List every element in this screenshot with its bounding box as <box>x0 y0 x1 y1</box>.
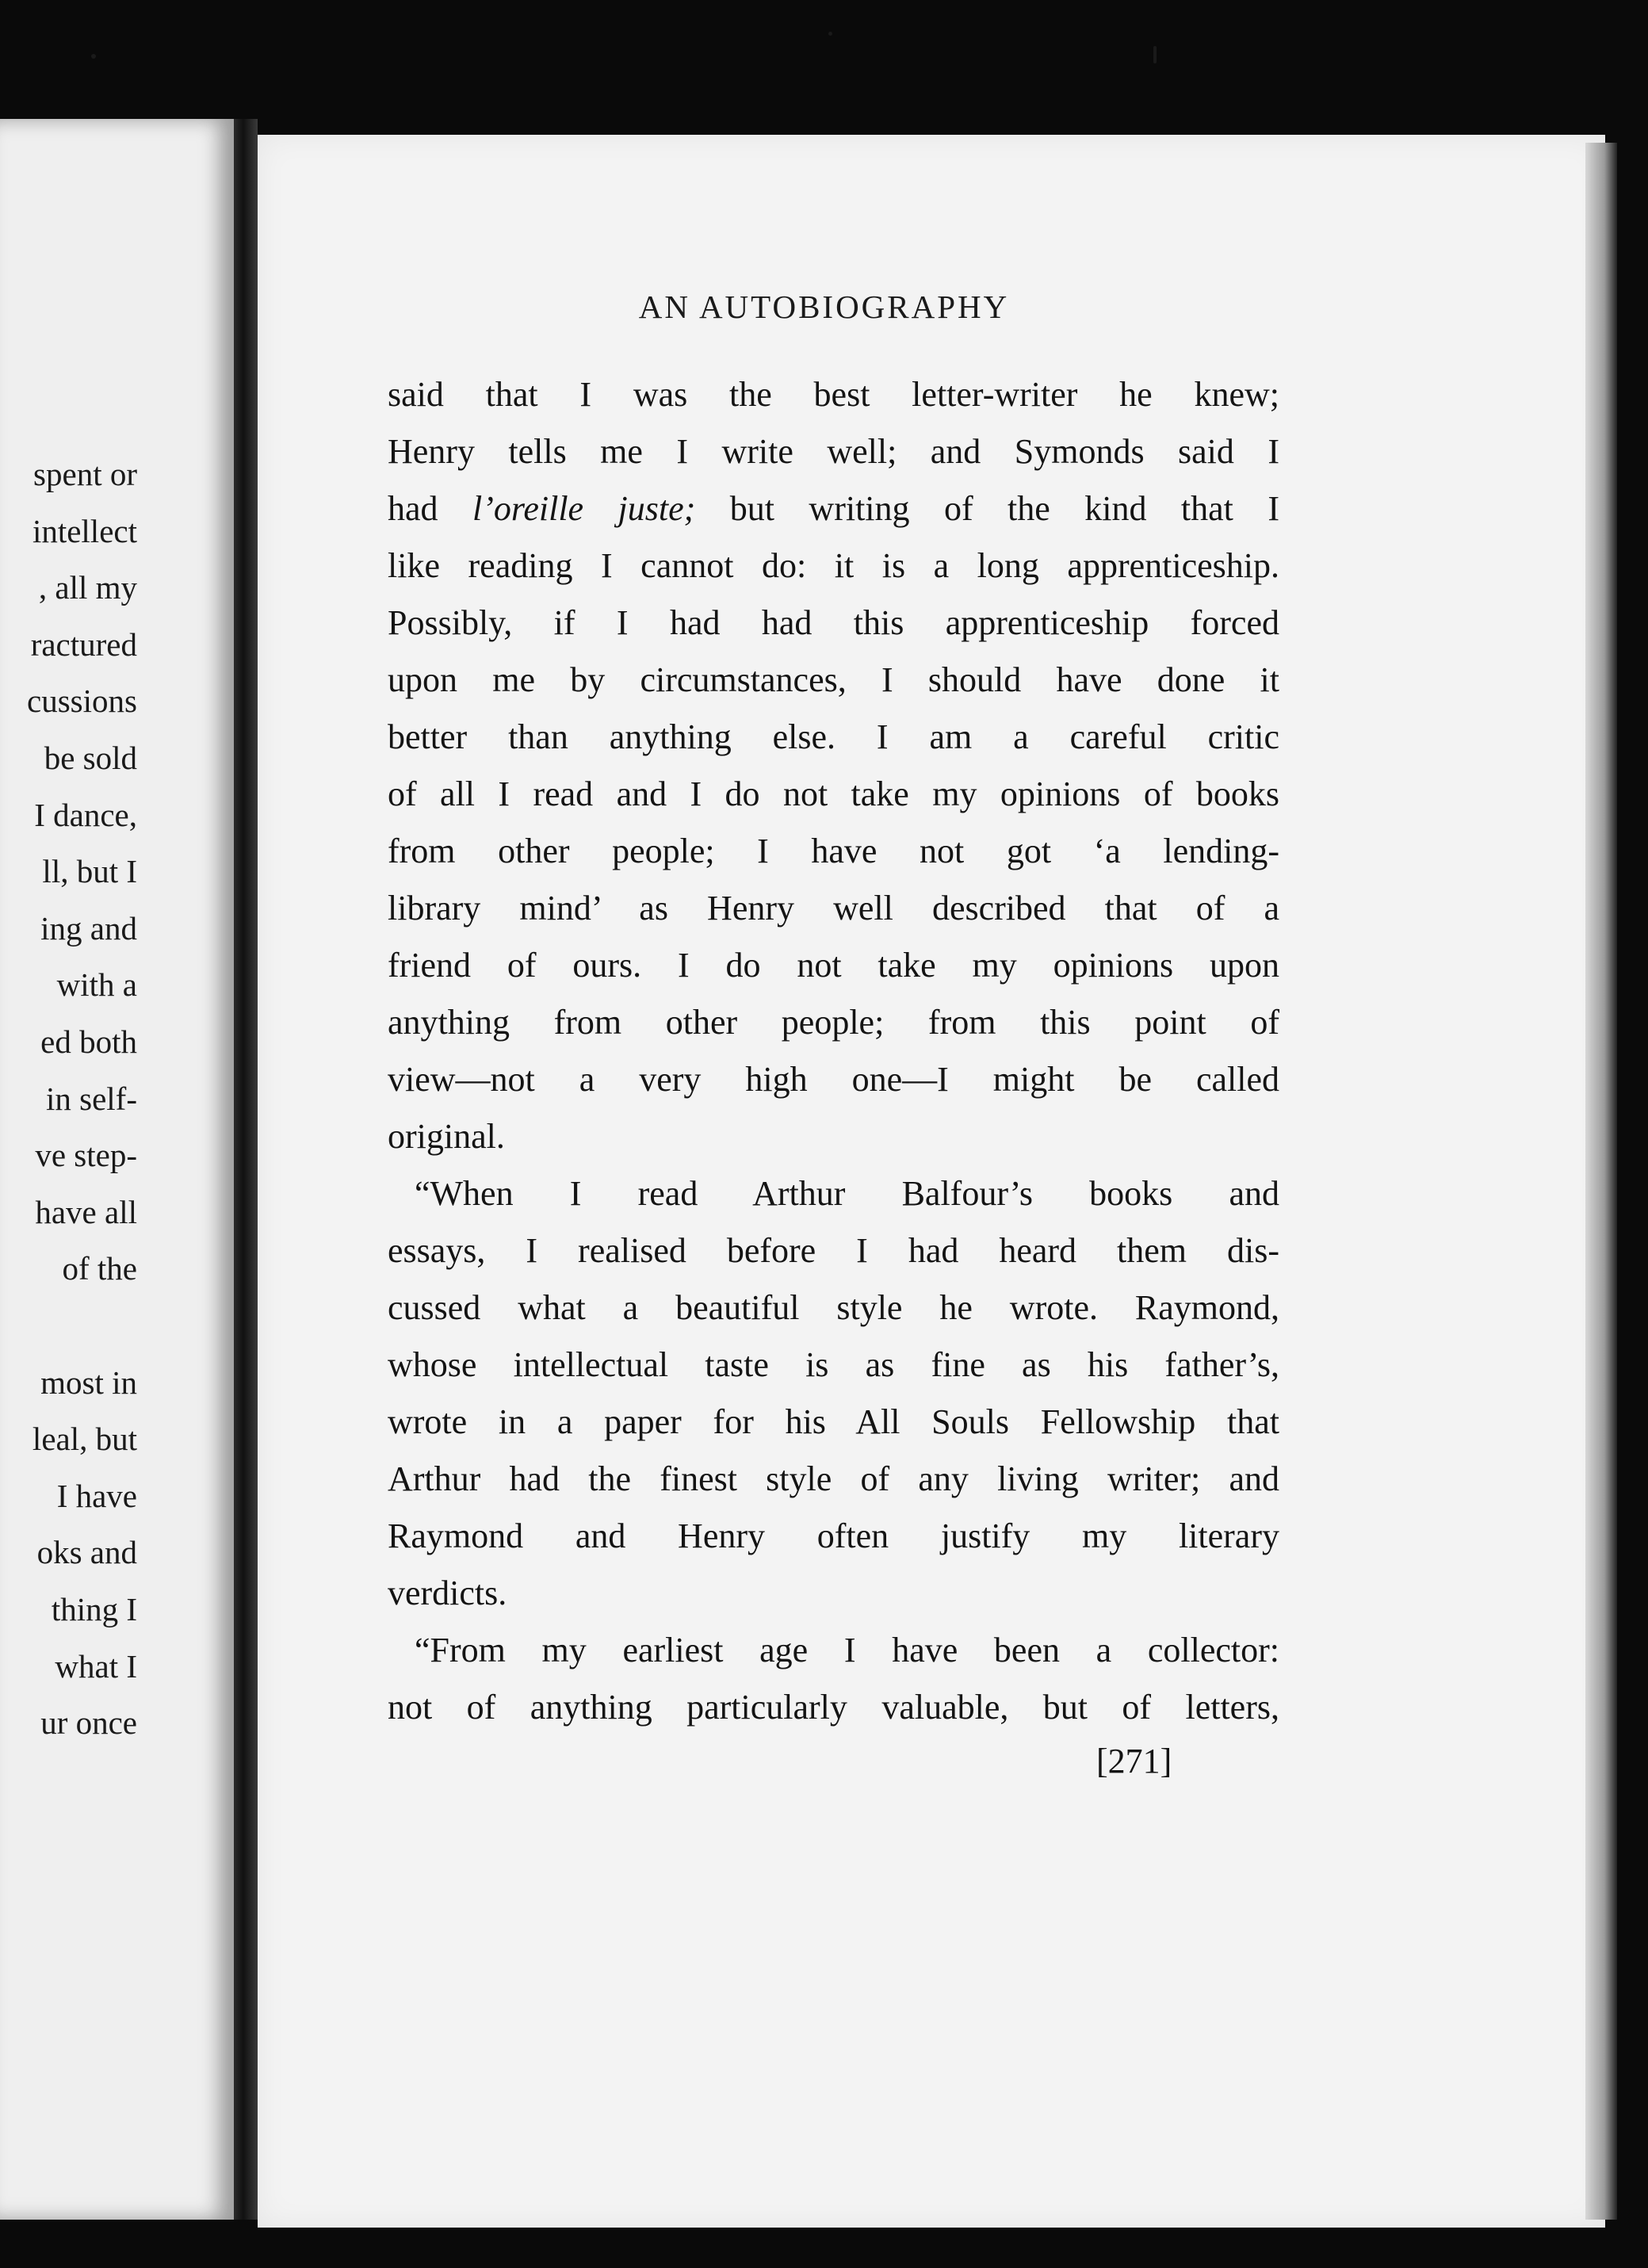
facing-page-line: cussions <box>27 683 137 720</box>
facing-page-line: intellect <box>32 512 137 549</box>
text-line: whose intellectual taste is as fine as his father’s, <box>388 1345 1279 1384</box>
facing-page-line: have all <box>35 1193 137 1230</box>
text-line: “When I read Arthur Balfour’s books and <box>415 1174 1279 1213</box>
text-line: from other people; I have not got ‘a lending- <box>388 832 1279 870</box>
facing-page-line: spent or <box>33 456 137 492</box>
facing-page-line: be sold <box>44 740 137 776</box>
text-line: verdicts. <box>388 1574 507 1612</box>
text-segment: had <box>388 489 472 528</box>
text-line: not of anything particularly valuable, but of letters, <box>388 1688 1279 1727</box>
running-head: AN AUTOBIOGRAPHY <box>638 289 1010 325</box>
scan-speck <box>1153 46 1157 63</box>
text-line: original. <box>388 1117 505 1156</box>
facing-page-line: ve step- <box>35 1137 137 1174</box>
facing-page-line: with a <box>56 966 137 1004</box>
facing-page-line: ur once <box>40 1704 137 1742</box>
text-line: better than anything else. I am a careful critic <box>388 717 1279 756</box>
text-line: essays, I realised before I had heard them dis- <box>388 1231 1279 1270</box>
text-line <box>388 480 1279 537</box>
italic-phrase: l’oreille juste; <box>472 489 696 528</box>
text-line: cussed what a beautiful style he wrote. Raymond, <box>388 1288 1279 1327</box>
facing-page-line: oks and <box>36 1534 137 1571</box>
text-line: Raymond and Henry often justify my literary <box>388 1516 1279 1555</box>
text-line: wrote in a paper for his All Souls Fellowship that <box>388 1402 1279 1441</box>
facing-page-line: I have <box>56 1477 137 1514</box>
facing-page-line: I dance, <box>34 796 137 833</box>
page-number: [271] <box>1096 1742 1172 1780</box>
facing-page-line: ed both <box>40 1023 137 1060</box>
facing-page-line: leal, but <box>32 1421 137 1458</box>
text-line: “From my earliest age I have been a collector: <box>415 1631 1279 1669</box>
facing-page-line: in self- <box>46 1080 137 1117</box>
text-segment: but writing of the kind that I <box>695 489 1280 528</box>
text-line: library mind’ as Henry well described that of a <box>388 889 1279 927</box>
facing-page-line: thing I <box>51 1591 137 1627</box>
facing-page-line: what I <box>55 1647 137 1685</box>
facing-page-line: ractured <box>30 625 137 663</box>
book-gutter <box>234 119 258 2220</box>
facing-page <box>0 119 234 2220</box>
text-line: view—not a very high one—I might be called <box>388 1060 1279 1099</box>
text-line: said that I was the best letter-writer he knew; <box>388 375 1279 414</box>
text-line: Possibly, if I had had this apprenticeship forced <box>388 603 1279 642</box>
body-text <box>388 366 1279 1736</box>
text-line: anything from other people; from this point of <box>388 1003 1279 1042</box>
page-edge <box>1585 143 1617 2220</box>
facing-page-line: ing and <box>40 909 137 947</box>
text-line: Henry tells me I write well; and Symonds said I <box>388 432 1279 471</box>
facing-page-line: ll, but I <box>42 853 137 890</box>
text-line: Arthur had the finest style of any living writer; and <box>388 1459 1279 1498</box>
facing-page-line: of the <box>62 1250 137 1287</box>
scan-speck <box>91 54 96 59</box>
text-line: upon me by circumstances, I should have done it <box>388 660 1279 699</box>
facing-page-line: most in <box>40 1363 137 1401</box>
text-line: like reading I cannot do: it is a long apprenticeship. <box>388 546 1279 585</box>
text-line: friend of ours. I do not take my opinions upon <box>388 946 1279 985</box>
facing-page-line: , all my <box>38 569 137 606</box>
text-line: of all I read and I do not take my opinions of books <box>388 774 1279 813</box>
scan-speck <box>828 32 832 36</box>
